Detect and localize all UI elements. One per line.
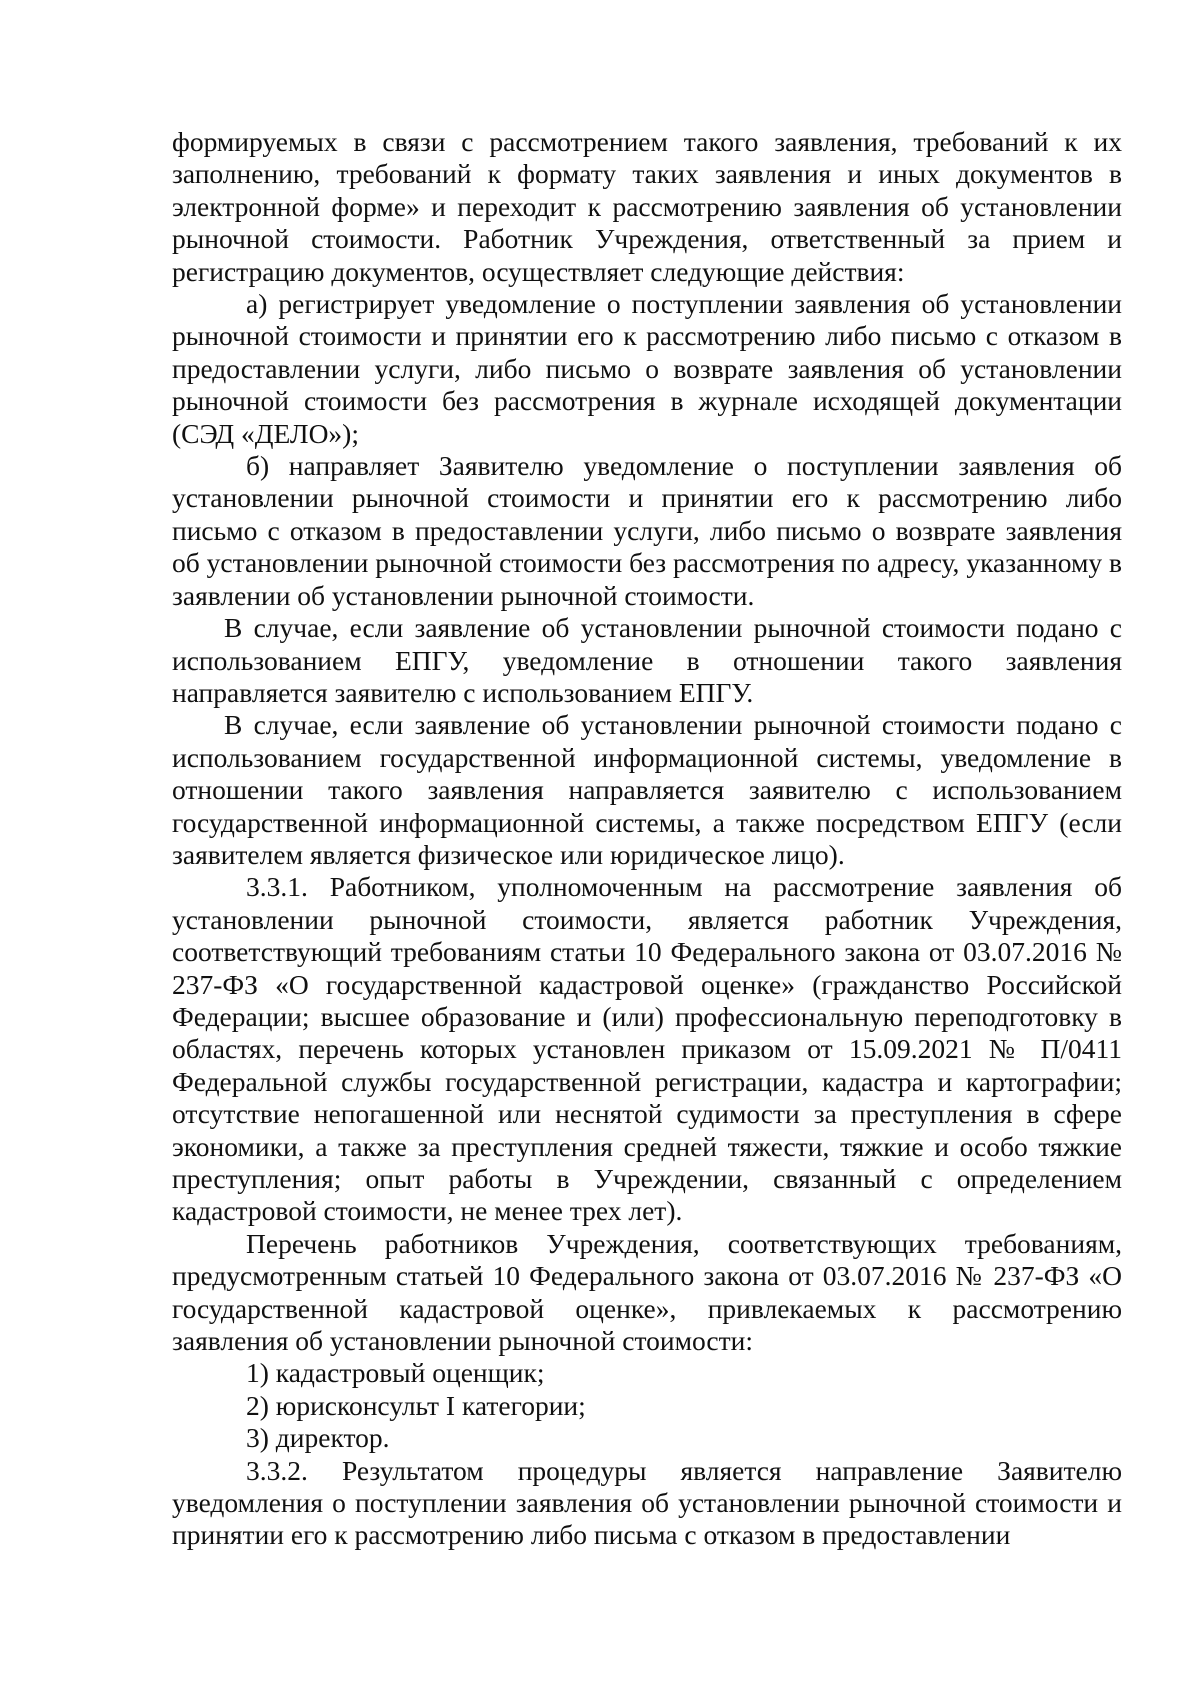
paragraph-item-b: б) направляет Заявителю уведомление о поступлении заявления об установлении рыночной стоимости и принятии его к рассмотрению либо письмо с отказом в предоставлении услуги, либо письмо о возврате заявления об установлении рыночной стоимости без рассмотрения по адресу, указанному в заявлении об установлении рыночной стоимости. <box>172 450 1122 611</box>
paragraph-3-3-1: 3.3.1. Работником, уполномоченным на рассмотрение заявления об установлении рыночной стоимости, является работник Учреждения, соответствующий требованиям статьи 10 Федерального закона от 03.07.2016 № 237-ФЗ «О государственной кадастровой оценке» (гражданство Российской Федерации; высшее образование и (или) профессиональную переподготовку в областях, перечень которых установлен приказом от 15.09.2021 № П/0411 Федеральной службы государственной регистрации, кадастра и картографии; отсутствие непогашенной или неснятой судимости за преступления в сфере экономики, а также за преступления средней тяжести, тяжкие и особо тяжкие преступления; опыт работы в Учреждении, связанный с определением кадастровой стоимости, не менее трех лет). <box>172 871 1122 1227</box>
paragraph-epgu-notice: В случае, если заявление об установлении рыночной стоимости подано с использованием ЕПГУ, уведомление в отношении такого заявления направляется заявителю с использованием ЕПГУ. <box>172 612 1122 708</box>
list-item-director: 3) директор. <box>246 1422 390 1454</box>
paragraph-continuation: формируемых в связи с рассмотрением такого заявления, требований к их заполнению, требований к формату таких заявления и иных документов в электронной форме» и переходит к рассмотрению заявления об установлении рыночной стоимости. Работник Учреждения, ответственный за прием и регистрацию документов, осуществляет следующие действия: <box>172 126 1122 287</box>
paragraph-3-3-2: 3.3.2. Результатом процедуры является направление Заявителю уведомления о поступлении заявления об установлении рыночной стоимости и принятии его к рассмотрению либо письма с отказом в предоставлении <box>172 1454 1122 1551</box>
list-item-legal-counsel: 2) юрисконсульт I категории; <box>246 1389 586 1421</box>
paragraph-item-a: а) регистрирует уведомление о поступлении заявления об установлении рыночной стоимости и принятии его к рассмотрению либо письмо с отказом в предоставлении услуги, либо письмо о возврате заявления об установлении рыночной стоимости без рассмотрения в журнале исходящей документации (СЭД «ДЕЛО»); <box>172 288 1122 449</box>
paragraph-gis-notice: В случае, если заявление об установлении рыночной стоимости подано с использованием государственной информационной системы, уведомление в отношении такого заявления направляется заявителю с использованием государственной информационной системы, а также посредством ЕПГУ (если заявителем является физическое или юридическое лицо). <box>172 709 1122 870</box>
paragraph-staff-list-intro: Перечень работников Учреждения, соответствующих требованиям, предусмотренным статьей 10 Федерального закона от 03.07.2016 № 237-ФЗ «О государственной кадастровой оценке», привлекаемых к рассмотрению заявления об установлении рыночной стоимости: <box>172 1227 1122 1357</box>
list-item-appraiser: 1) кадастровый оценщик; <box>246 1357 545 1389</box>
document-page <box>172 126 1122 1552</box>
